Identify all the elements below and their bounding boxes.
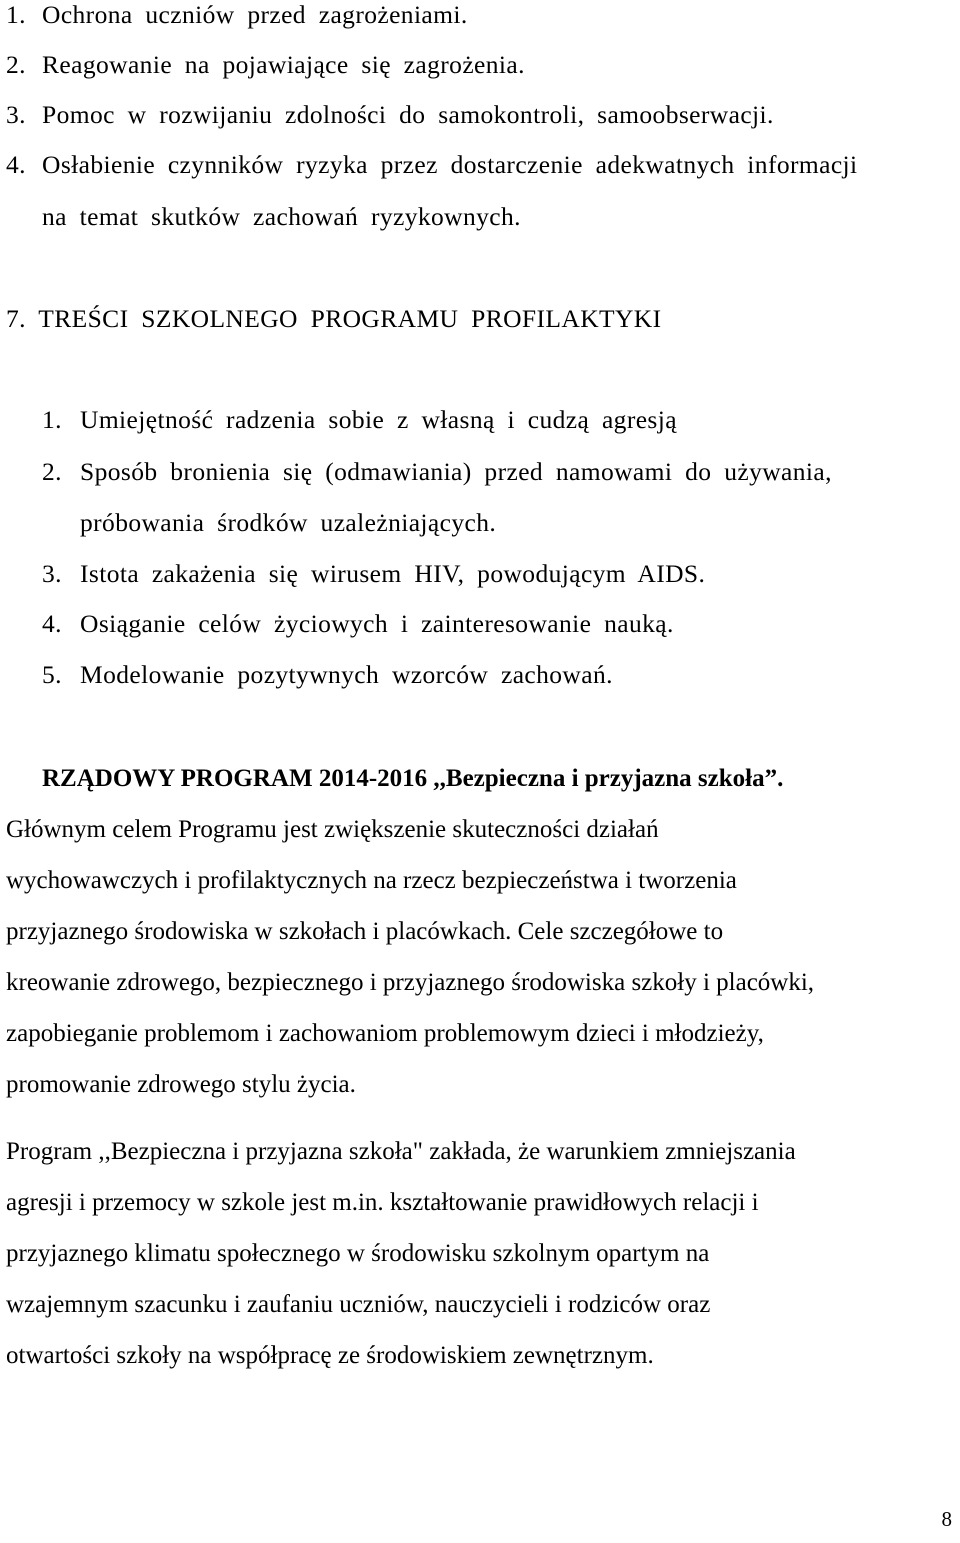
list2-item-3-number: 3. (42, 559, 62, 588)
list2-item-1-number: 1. (42, 405, 62, 434)
list2-item-2-continuation: próbowania środków uzależniających. (80, 508, 497, 537)
list2-item-5 (42, 660, 613, 690)
paragraph-2-line-2: agresji i przemocy w szkole jest m.in. kształtowanie prawidłowych relacji i (6, 1189, 759, 1216)
page-number: 8 (941, 1507, 952, 1531)
list2-item-1 (42, 405, 677, 435)
list1-item-3 (6, 100, 774, 130)
list2-item-2 (42, 457, 832, 487)
list1-item-3-number: 3. (6, 100, 26, 129)
list1-item-2-number: 2. (6, 50, 26, 79)
paragraph-1-line-3: przyjaznego środowiska w szkołach i placówkach. Cele szczegółowe to (6, 918, 724, 945)
paragraph-1-line-1: Głównym celem Programu jest zwiększenie skuteczności działań (6, 816, 659, 843)
list1-item-3-text: Pomoc w rozwijaniu zdolności do samokontroli, samoobserwacji. (42, 100, 774, 129)
list2-item-4-text: Osiąganie celów życiowych i zainteresowanie nauką. (80, 609, 674, 638)
list1-item-2-text: Reagowanie na pojawiające się zagrożenia. (42, 50, 525, 79)
list1-item-4-text: Osłabienie czynników ryzyka przez dostarczenie adekwatnych informacji (42, 150, 858, 179)
list1-item-2 (6, 50, 525, 80)
list2-item-3 (42, 559, 705, 589)
paragraph-2-line-1: Program ,,Bezpieczna i przyjazna szkoła" zakłada, że warunkiem zmniejszania (6, 1138, 796, 1165)
paragraph-1-line-2: wychowawczych i profilaktycznych na rzecz bezpieczeństwa i tworzenia (6, 867, 737, 894)
paragraph-2-line-5: otwartości szkoły na współpracę ze środowiskiem zewnętrznym. (6, 1342, 654, 1369)
list2-item-2-number: 2. (42, 457, 62, 486)
list1-item-1 (6, 0, 468, 30)
list1-item-4 (6, 150, 858, 180)
list2-item-5-number: 5. (42, 660, 62, 689)
list1-item-4-number: 4. (6, 150, 26, 179)
list2-item-2-text: Sposób bronienia się (odmawiania) przed namowami do używania, (80, 457, 832, 486)
paragraph-2-line-3: przyjaznego klimatu społecznego w środowisku szkolnym opartym na (6, 1240, 710, 1267)
section-7-heading: 7. TREŚCI SZKOLNEGO PROGRAMU PROFILAKTYKI (6, 304, 662, 333)
paragraph-2-line-4: wzajemnym szacunku i zaufaniu uczniów, nauczycieli i rodziców oraz (6, 1291, 711, 1318)
paragraph-1-line-4: kreowanie zdrowego, bezpiecznego i przyjaznego środowiska szkoły i placówki, (6, 969, 815, 996)
list2-item-3-text: Istota zakażenia się wirusem HIV, powodującym AIDS. (80, 559, 706, 588)
list2-item-4 (42, 609, 674, 639)
list1-item-4-continuation: na temat skutków zachowań ryzykownych. (42, 202, 521, 231)
list1-item-1-number: 1. (6, 0, 26, 29)
paragraph-1-line-6: promowanie zdrowego stylu życia. (6, 1071, 356, 1098)
paragraph-1-line-5: zapobieganie problemom i zachowaniom problemowym dzieci i młodzieży, (6, 1020, 764, 1047)
list2-item-1-text: Umiejętność radzenia sobie z własną i cudzą agresją (80, 405, 677, 434)
list1-item-1-text: Ochrona uczniów przed zagrożeniami. (42, 0, 468, 29)
list2-item-5-text: Modelowanie pozytywnych wzorców zachowań. (80, 660, 613, 689)
list2-item-4-number: 4. (42, 609, 62, 638)
program-heading: RZĄDOWY PROGRAM 2014-2016 ,,Bezpieczna i przyjazna szkoła”. (42, 765, 784, 792)
